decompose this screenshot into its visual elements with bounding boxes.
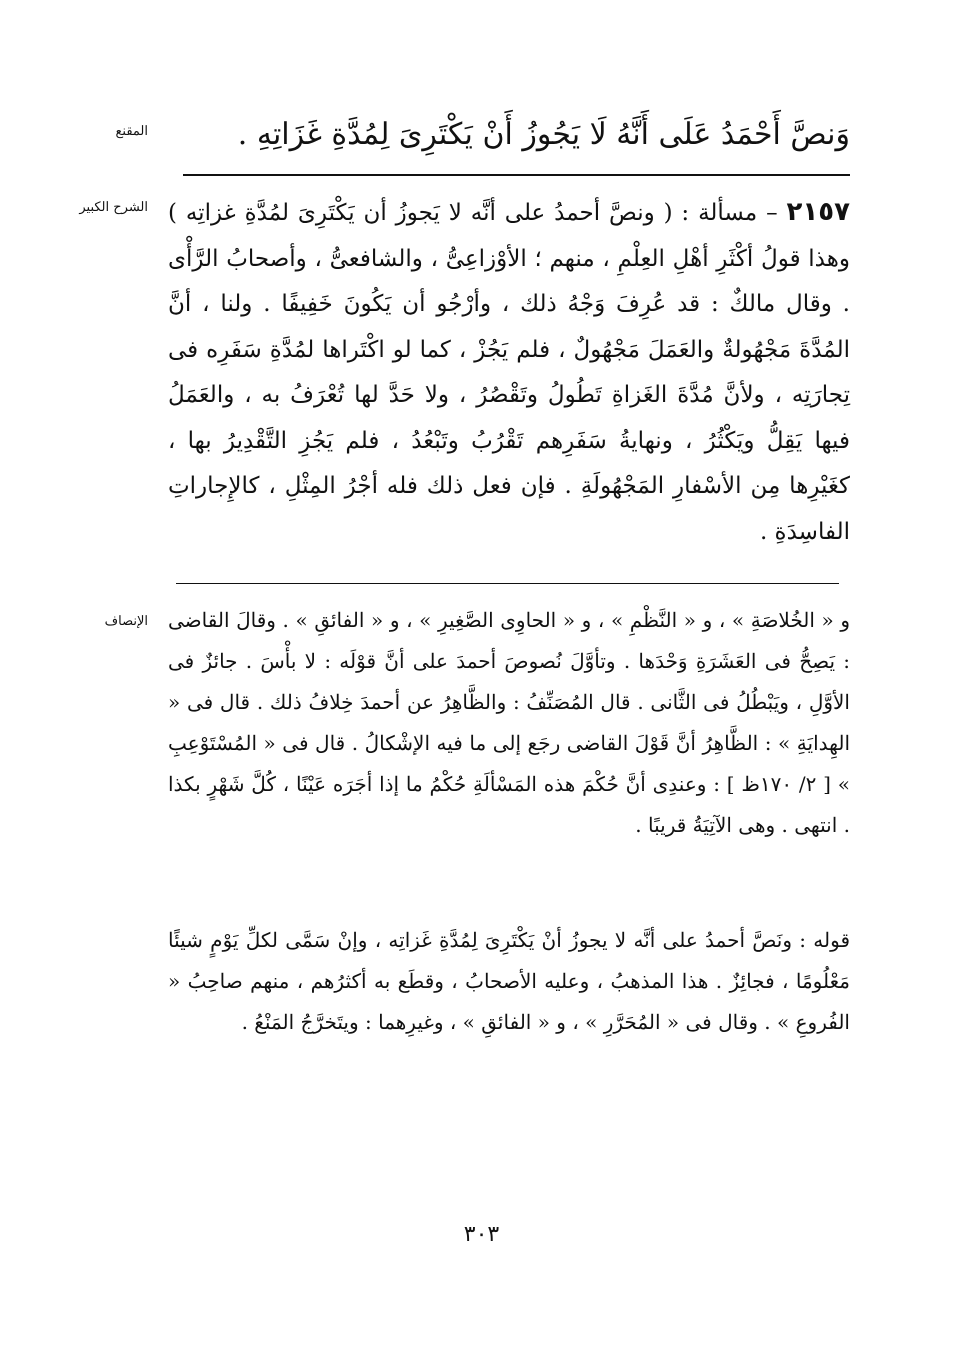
- muqni-text: وَنصَّ أَحْمَدُ عَلَى أَنَّهُ لَا يَجُوزُ أَنْ يَكْتَرِىَ لِمُدَّةِ غَزَاتِهِ .: [237, 117, 850, 152]
- section-divider-thick: [183, 174, 850, 176]
- side-label-insaf: الإنصاف: [104, 614, 148, 629]
- side-label-muqni: المقنع: [115, 124, 148, 139]
- issue-number: ٢١٥٧: [786, 197, 851, 227]
- insaf-paragraph: و « الخُلاصَةِ » ، و « النَّظْمِ » ، و « الحاوِى الصَّغِيرِ » ، و « الفائقِ » . وقالَ القاضى : يَصِحُّ فى العَشَرَةِ وَحْدَها . وتأوَّلَ نُصوصَ أحمدَ على أنَّ قوْلَه : لا بأْسَ . جائزٌ فى الأوَّلِ ، ويَبْطُلُ فى الثَّانى . قال المُصَنِّفُ : والظَّاهِرُ عن أحمدَ خِلافُ ذلك . قال فى « الهِدايَةِ » : الظَّاهِرُ أنَّ قَوْلَ القاضى رجَع إلى ما فيه الإشْكالُ . قال فى « المُسْتَوْعِبِ » [ ٢/ ١٧٠ظ ] : وعندِى أنَّ حُكْمَ هذه المَسْألَةِ حُكْمُ ما إذا أجَرَه عَيْنًا ، كُلَّ شَهْرٍ بكذا . انتهى . وهى الآتِيَةُ قريبًا .: [168, 608, 850, 837]
- page-number: ٣٠٣: [463, 1222, 500, 1247]
- sharh-text: – مسألة : ( ونصَّ أحمدُ على أنَّه لا يَجوزُ أن يَكْتَرِىَ لمُدَّةِ غزاتِه ) وهذا قولُ أكْثَرِ أهْلِ العِلْمِ ، منهم ؛ الأوْزاعِىُّ ، والشافعىُّ ، وأصحابُ الرَّأْى . وقال مالكٌ : قد عُرِفَ وَجْهُ ذلك ، وأرْجُو أن يَكُونَ خَفِيفًا . ولنا ، أنَّ المُدَّةَ مَجْهُولةٌ والعَمَلَ مَجْهُولٌ ، فلم يَجُزْ ، كما لو اكْتَراها لمُدَّةِ سَفَرِه فى تِجارَتِه ، ولأنَّ مُدَّةَ الغَزاةِ تَطُولُ وتَقْصُرُ ، ولا حَدَّ لها تُعْرَفُ به ، والعَمَلُ فيها يَقِلُّ ويَكْثُرُ ، ونهايةُ سَفَرِهم تَقْرُبُ وتَبْعُدُ ، فلم يَجُزِ التَّقْدِيرُ بها ، كغَيْرِها مِن الأسْفارِ المَجْهُولَةِ . فإن فعل ذلك فله أجْرُ المِثْلِ ، كالإِجاراتِ الفاسِدَةِ .: [168, 200, 851, 545]
- qawluh-paragraph: قوله : ونَصَّ أحمدُ على أنَّه لا يجوزُ أنْ يَكْتَرِىَ لِمُدَّةِ غَزاتِه ، وإنْ سَمَّى لكلِّ يَوْمٍ شيئًا مَعْلُومًا ، فجائِزٌ . هذا المذهبُ ، وعليه الأصحابُ ، وقطَع به أكثرُهم ، منهم صاحِبُ « الفُروعِ » . وقال فى « المُحَرَّرِ » ، و « الفائقِ » ، وغيرِهما : ويتَخرَّجُ المَنْعُ .: [168, 928, 850, 1034]
- section-divider-thin: [176, 583, 839, 584]
- sharh-paragraph: [168, 190, 850, 555]
- side-label-sharh: الشرح الكبير: [79, 200, 148, 215]
